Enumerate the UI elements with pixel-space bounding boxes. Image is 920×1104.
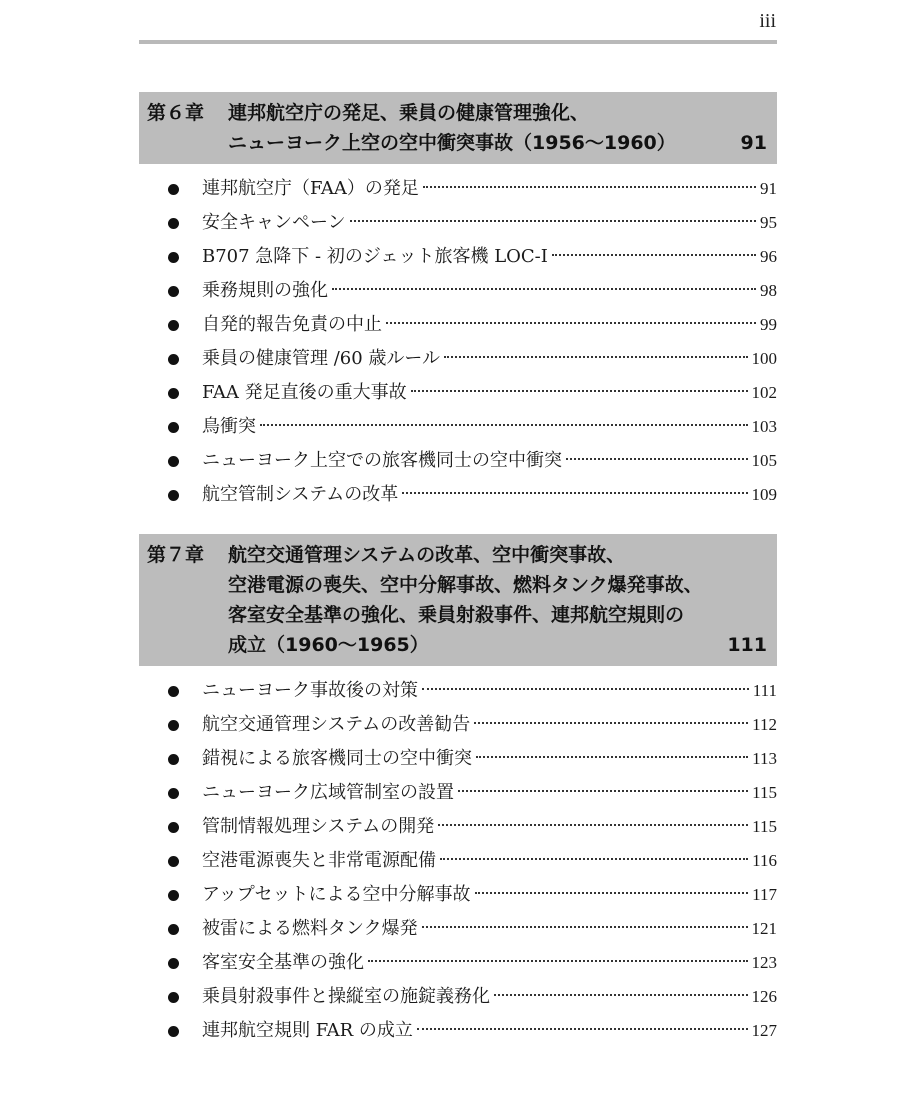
toc-entry[interactable] [139, 980, 777, 1014]
dot-leader [260, 424, 748, 426]
entry-title: ニューヨーク事故後の対策 [202, 680, 418, 701]
dot-leader [402, 492, 747, 494]
dot-leader [552, 254, 756, 256]
bullet-icon [168, 456, 179, 467]
dot-leader [423, 186, 756, 188]
toc-entry[interactable] [139, 742, 777, 776]
bullet-icon [168, 686, 179, 697]
entry-title: 被雷による燃料タンク爆発 [202, 918, 418, 939]
toc-entry[interactable] [139, 342, 777, 376]
entry-page-number: 113 [752, 749, 777, 768]
entry-title: B707 急降下 - 初のジェット旅客機 LOC-I [202, 246, 548, 267]
entry-page-number: 116 [752, 851, 777, 870]
bullet-icon [168, 958, 179, 969]
entry-title: ニューヨーク広域管制室の設置 [202, 782, 454, 803]
entry-title: アップセットによる空中分解事故 [202, 884, 471, 905]
dot-leader [411, 390, 748, 392]
chapter-title-line: ニューヨーク上空の空中衝突事故（1956～1960） [228, 132, 676, 154]
toc-entry[interactable] [139, 274, 777, 308]
entry-page-number: 95 [760, 213, 777, 232]
entry-title: 乗務規則の強化 [202, 280, 328, 301]
entry-title: 乗員射殺事件と操縦室の施錠義務化 [202, 986, 490, 1007]
entry-page-number: 126 [751, 987, 777, 1006]
entry-page-number: 127 [751, 1021, 777, 1040]
toc-list [139, 172, 777, 512]
entry-title: 管制情報処理システムの開発 [202, 816, 435, 837]
header-rule [139, 40, 777, 44]
chapter-page-number: 91 [740, 132, 767, 154]
entry-title: 連邦航空庁（FAA）の発足 [202, 178, 419, 199]
toc-entry[interactable] [139, 172, 777, 206]
bullet-icon [168, 754, 179, 765]
toc-entry[interactable] [139, 912, 777, 946]
toc-entry[interactable] [139, 206, 777, 240]
page-number: iii [759, 10, 776, 32]
bullet-icon [168, 354, 179, 365]
entry-page-number: 99 [760, 315, 777, 334]
toc-entry[interactable] [139, 376, 777, 410]
toc-entry[interactable] [139, 946, 777, 980]
entry-title: 乗員の健康管理 /60 歳ルール [202, 348, 441, 369]
toc-entry[interactable] [139, 308, 777, 342]
entry-page-number: 121 [751, 919, 777, 938]
chapter-title-line: 空港電源の喪失、空中分解事故、燃料タンク爆発事故、 [228, 574, 703, 596]
bullet-icon [168, 1026, 179, 1037]
toc-entry[interactable] [139, 708, 777, 742]
entry-title: 航空管制システムの改革 [202, 484, 399, 505]
entry-title: 連邦航空規則 FAR の成立 [202, 1020, 413, 1041]
chapter-title-line: 連邦航空庁の発足、乗員の健康管理強化、 [228, 102, 590, 124]
bullet-icon [168, 422, 179, 433]
toc-entry[interactable] [139, 240, 777, 274]
entry-title: 鳥衝突 [202, 416, 256, 437]
entry-page-number: 117 [752, 885, 777, 904]
bullet-icon [168, 490, 179, 501]
chapter-title-line: 成立（1960～1965） [228, 634, 429, 656]
dot-leader [458, 790, 748, 792]
entry-page-number: 112 [752, 715, 777, 734]
bullet-icon [168, 788, 179, 799]
entry-title: 航空交通管理システムの改善勧告 [202, 714, 471, 735]
entry-title: ニューヨーク上空での旅客機同士の空中衝突 [202, 450, 562, 471]
dot-leader [368, 960, 748, 962]
dot-leader [476, 756, 748, 758]
entry-page-number: 109 [751, 485, 777, 504]
entry-title: 安全キャンペーン [202, 212, 346, 233]
toc-entry[interactable] [139, 810, 777, 844]
entry-page-number: 102 [751, 383, 777, 402]
chapter-title-line: 客室安全基準の強化、乗員射殺事件、連邦航空規則の [228, 604, 685, 626]
dot-leader [386, 322, 756, 324]
dot-leader [417, 1028, 748, 1030]
entry-page-number: 123 [751, 953, 777, 972]
bullet-icon [168, 992, 179, 1003]
chapter-header [139, 534, 777, 666]
entry-page-number: 91 [760, 179, 777, 198]
entry-title: FAA 発足直後の重大事故 [202, 382, 407, 403]
bullet-icon [168, 252, 179, 263]
chapter-label: 第６章 [147, 102, 205, 124]
bullet-icon [168, 720, 179, 731]
toc-entry[interactable] [139, 444, 777, 478]
chapter-7 [139, 534, 777, 1048]
chapter-label: 第７章 [147, 544, 205, 566]
entry-page-number: 115 [752, 783, 777, 802]
bullet-icon [168, 320, 179, 331]
entry-title: 客室安全基準の強化 [202, 952, 364, 973]
entry-page-number: 105 [751, 451, 777, 470]
toc-entry[interactable] [139, 674, 777, 708]
dot-leader [444, 356, 747, 358]
chapter-title-line: 航空交通管理システムの改革、空中衝突事故、 [228, 544, 626, 566]
toc-entry[interactable] [139, 410, 777, 444]
dot-leader [566, 458, 748, 460]
dot-leader [422, 926, 748, 928]
toc-list [139, 674, 777, 1048]
dot-leader [438, 824, 748, 826]
chapter-header [139, 92, 777, 164]
bullet-icon [168, 822, 179, 833]
entry-page-number: 96 [760, 247, 777, 266]
entry-title: 空港電源喪失と非常電源配備 [202, 850, 436, 871]
bullet-icon [168, 184, 179, 195]
toc-entry[interactable] [139, 844, 777, 878]
chapter-title [228, 540, 765, 660]
bullet-icon [168, 286, 179, 297]
dot-leader [494, 994, 748, 996]
entry-page-number: 100 [751, 349, 777, 368]
toc-entry[interactable] [139, 878, 777, 912]
chapter-page-number: 111 [727, 634, 767, 656]
dot-leader [350, 220, 756, 222]
bullet-icon [168, 388, 179, 399]
entry-page-number: 98 [760, 281, 777, 300]
dot-leader [332, 288, 756, 290]
chapter-title [228, 98, 765, 158]
entry-title: 錯視による旅客機同士の空中衝突 [202, 748, 472, 769]
entry-page-number: 115 [752, 817, 777, 836]
dot-leader [422, 688, 749, 690]
dot-leader [440, 858, 748, 860]
entry-title: 自発的報告免責の中止 [202, 314, 382, 335]
toc-entry[interactable] [139, 776, 777, 810]
bullet-icon [168, 218, 179, 229]
dot-leader [475, 892, 749, 894]
dot-leader [474, 722, 748, 724]
entry-page-number: 111 [752, 681, 777, 700]
entry-page-number: 103 [751, 417, 777, 436]
toc-entry[interactable] [139, 1014, 777, 1048]
toc-entry[interactable] [139, 478, 777, 512]
bullet-icon [168, 924, 179, 935]
chapter-6 [139, 92, 777, 512]
bullet-icon [168, 890, 179, 901]
bullet-icon [168, 856, 179, 867]
